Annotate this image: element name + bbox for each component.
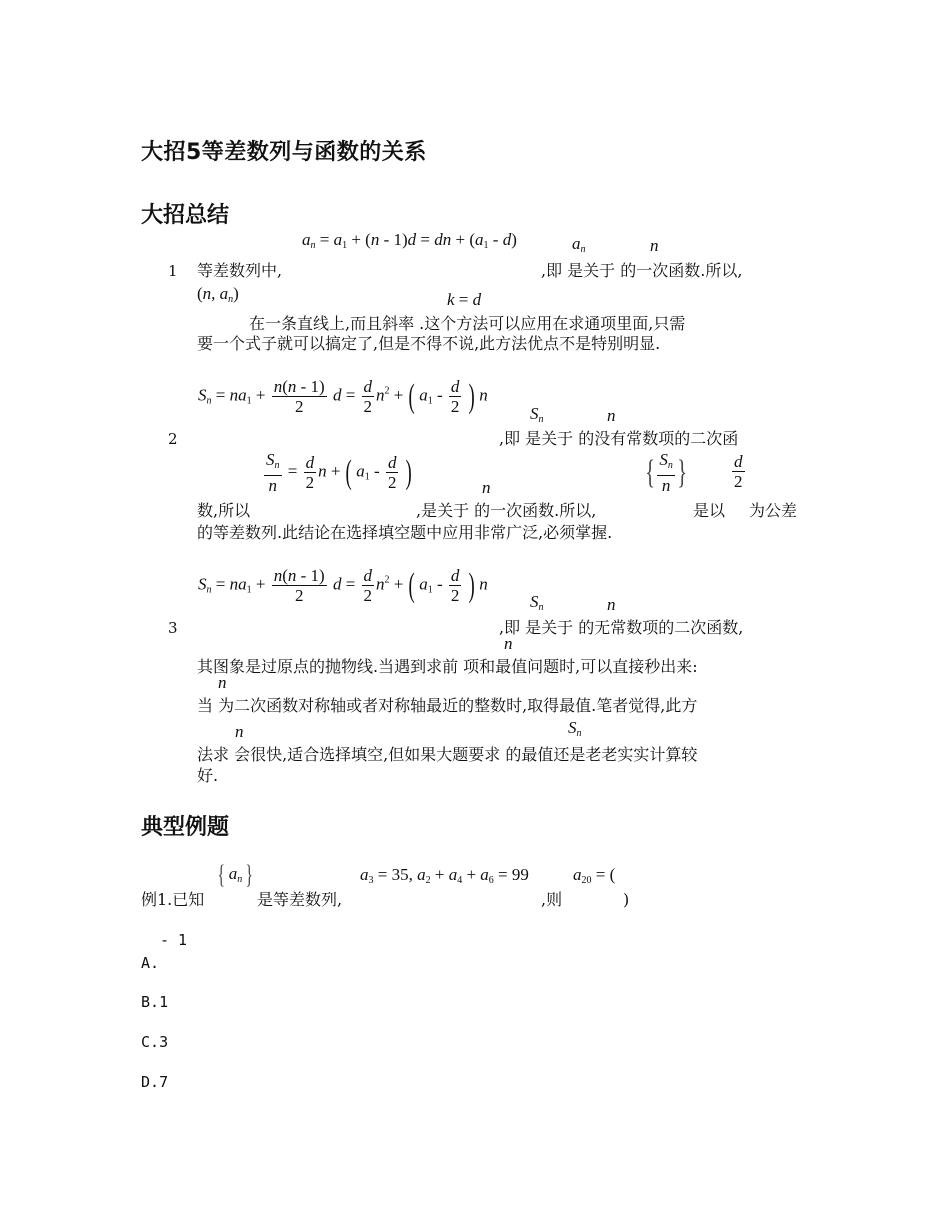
item3-text-line2: 其图象是过原点的抛物线.当遇到求前 项和最值问题时,可以直接秒出来: (197, 657, 698, 676)
example1-prefix: 例1.已知 (141, 890, 205, 909)
item-number: 1 (168, 262, 178, 280)
page-title: 大招5等差数列与函数的关系 (141, 140, 427, 165)
formula-point: (n, $a_n$) (197, 284, 239, 305)
option-label: D. (141, 1073, 160, 1091)
symbol-n: n (504, 634, 513, 653)
option-value: 3 (159, 1033, 169, 1051)
option-label: B. (141, 993, 160, 1011)
symbol-sn: $S_n$ (568, 718, 582, 739)
item3-text-line4: 法求 会很快,适合选择填空,但如果大题要求 的最值还是老老实实计算较 (197, 745, 698, 764)
item3-text-line1b: ,即 是关于 的无常数项的二次函数, (499, 618, 744, 637)
item-number: 2 (168, 430, 178, 448)
option-value: 1 (159, 993, 169, 1011)
symbol-n: n (607, 406, 616, 425)
option-label: C. (141, 1033, 160, 1051)
symbol-n: n (482, 478, 491, 497)
formula-general-term: $a_n = a_1 + (n - 1)d$ = dn + $(a_1 - d)$ (302, 230, 517, 251)
option-c (141, 1033, 168, 1051)
option-a-label: A. (141, 954, 160, 972)
item2-text-line3: 的等差数列.此结论在选择填空题中应用非常广泛,必须掌握. (197, 523, 613, 542)
option-a-value: - 1 (160, 931, 188, 949)
symbol-n: n (235, 722, 244, 741)
symbol-n: n (650, 236, 659, 255)
section-heading-examples: 典型例题 (141, 815, 230, 840)
symbol-sn: $S_n$ (530, 592, 544, 613)
item2-text-line2a: 数,所以 (197, 501, 251, 520)
option-b (141, 993, 168, 1011)
formula-sn-over-n: $\frac{S_n}{n}$ = $\frac{d}{2}$ n + ( $a_1$ - $\frac{d}{2}$ ) (266, 450, 412, 495)
formula-a20: $a_{20}$ = ( (573, 865, 616, 886)
item3-text-line5: 好. (197, 766, 219, 785)
item-number: 3 (168, 619, 178, 637)
symbol-n: n (218, 673, 227, 692)
symbol-n: n (607, 595, 616, 614)
formula-sequence-sn-over-n: { $\frac{S_n}{n}$ } (645, 450, 687, 495)
symbol-sn: $S_n$ (530, 404, 544, 425)
option-value: 7 (159, 1073, 169, 1091)
item2-text-line2b: ,是关于 的一次函数.所以, (416, 501, 597, 520)
item1-text-line3: 要一个式子就可以搞定了,但是不得不说,此方法优点不是特别明显. (197, 334, 661, 353)
section-heading-summary: 大招总结 (141, 203, 230, 228)
symbol-an: $a_n$ (572, 234, 586, 255)
item2-text-line1b: ,即 是关于 的没有常数项的二次函 (499, 429, 739, 448)
example1-text-mid1: 是等差数列, (257, 890, 343, 909)
formula-d-over-2: $\frac{d}{2}$ (734, 452, 743, 491)
formula-condition: $a_3 = 35$, $a_2 + a_4 + a_6 = 99$ (360, 865, 529, 886)
item3-text-line3: 当 为二次函数对称轴或者对称轴最近的整数时,取得最值.笔者觉得,此方 (197, 696, 698, 715)
formula-slope: k = d (447, 290, 482, 309)
example1-suffix: ) (623, 890, 630, 909)
option-d (141, 1073, 168, 1091)
formula-sequence-an: { $a_n$ } (217, 860, 254, 889)
item2-text-line2c: 是以 (693, 501, 726, 520)
formula-sum-n: $S_n = na_1$ + $\frac{n(n - 1)}{2}$ d = $\frac{d}{2}$ $n^2$ + ( $a_1$ - $\frac{d}{2}$ ) n (198, 377, 488, 416)
example1-text-mid2: ,则 (541, 890, 563, 909)
item1-text-line1: 等差数列中, (197, 261, 283, 280)
item1-text-line2: 在一条直线上,而且斜率 .这个方法可以应用在求通项里面,只需 (249, 314, 686, 333)
item1-text-line1b: ,即 是关于 的一次函数.所以, (541, 261, 743, 280)
formula-sum-n: $S_n = na_1$ + $\frac{n(n - 1)}{2}$ d = $\frac{d}{2}$ $n^2$ + ( $a_1$ - $\frac{d}{2}$ ) n (198, 566, 488, 605)
item2-text-line2d: 为公差 (749, 501, 798, 520)
